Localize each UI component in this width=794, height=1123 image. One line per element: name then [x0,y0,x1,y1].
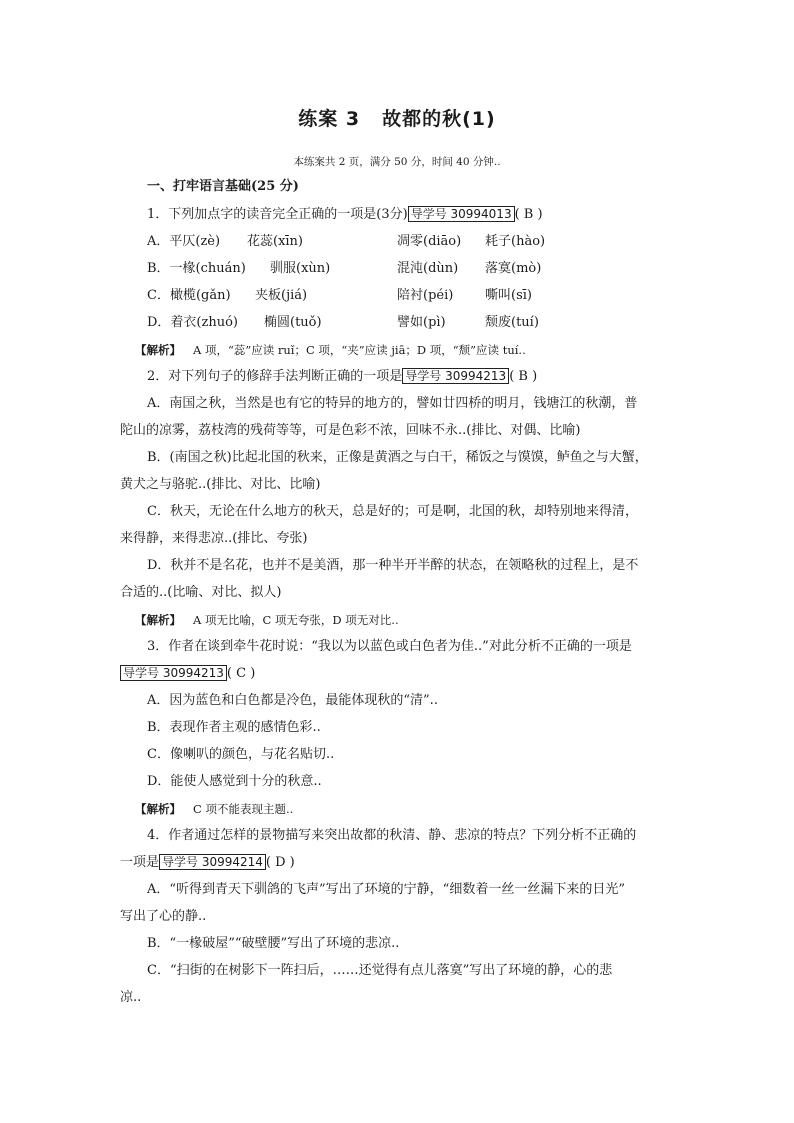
q2-option-a-line1: A．南国之秋，当然是也有它的特异的地方的，譬如廿四桥的明月，钱塘江的秋潮，普 [147,396,638,411]
q1-option-d2: 椭圆(tuǒ) [264,315,322,330]
q2-answer: ( B ) [509,369,538,384]
q1-stem [147,205,543,225]
q1-option-row [147,313,539,333]
title-part1: 练案 3 [298,108,361,130]
q1-guide-code: 导学号 30994013 [408,206,515,222]
q4-answer: ( D ) [265,855,295,870]
q2-option-b-line2: 黄犬之与骆驼..(排比、对比、比喻) [120,477,321,492]
q2-option-d-line1: D．秋并不是名花，也并不是美酒，那一种半开半醉的状态，在领略秋的过程上，是不 [147,558,639,573]
q2-analysis [135,610,399,630]
q3-stem: 3．作者在谈到牵牛花时说：“我以为以蓝色或白色者为佳..”对此分析不正确的一项是 [147,639,632,654]
q1-option-b3: 混沌(dùn) [397,261,459,276]
q2-analysis-label: 【解析】 [135,613,181,627]
q1-option-d3: 譬如(pì) [397,315,446,330]
q3-option-c: C．像喇叭的颜色，与花名贴切.. [147,747,335,762]
q1-answer: ( B ) [514,207,543,222]
q1-option-c1: C．橄榄(gǎn) [147,288,231,303]
q1-option-c3: 陪衬(péi) [397,288,454,303]
q1-option-b4: 落寞(mò) [485,261,542,276]
page-title [0,104,794,131]
q1-option-a3: 凋零(diāo) [397,234,462,249]
q4-option-a-line2: 写出了心的静.. [120,909,207,924]
q1-option-row [147,259,541,279]
q1-analysis-label: 【解析】 [135,343,181,357]
title-part2: 故都的秋(1) [382,108,496,130]
q3-answer: ( C ) [226,666,256,681]
q2-option-c-line1: C．秋天，无论在什么地方的秋天，总是好的；可是啊，北国的秋，却特别地来得清， [147,504,638,519]
q4-option-c-line2: 凉.. [120,990,142,1005]
q1-option-c2: 夹板(jiá) [255,288,308,303]
q2-option-d-line2: 合适的..(比喻、对比、拟人) [120,585,282,600]
section-heading: 一、打牢语言基础(25 分) [147,179,299,194]
q1-option-a4: 耗子(hào) [485,234,546,249]
q2-option-c-line2: 来得静，来得悲凉..(排比、夸张) [120,531,308,546]
q3-option-a: A．因为蓝色和白色都是冷色，最能体现秋的“清”.. [147,693,438,708]
q2-stem-text: 2．对下列句子的修辞手法判断正确的一项是 [147,369,403,384]
q1-analysis [135,340,526,360]
q1-option-row [147,232,545,252]
q1-option-b2: 驯服(xùn) [270,261,331,276]
q3-guide-code: 导学号 30994213 [120,665,227,681]
q3-analysis-text: C 项不能表现主题.. [193,802,294,816]
q1-option-a1: A．平仄(zè) [147,234,221,249]
q3-option-b: B．表现作者主观的感情色彩.. [147,720,321,735]
q4-option-c-line1: C．“扫街的在树影下一阵扫后，……还觉得有点儿落寞”写出了环境的静，心的悲 [147,963,613,978]
q1-option-d1: D．着衣(zhuó) [147,315,238,330]
q1-option-b1: B．一椽(chuán) [147,261,246,276]
q1-option-d4: 颓废(tuí) [485,315,539,330]
q1-option-c4: 嘶叫(sī) [485,288,532,303]
q4-stem-line2 [120,853,295,873]
q3-option-d: D．能使人感觉到十分的秋意.. [147,774,322,789]
q2-guide-code: 导学号 30994213 [402,368,509,384]
q4-option-b: B．“一椽破屋”“破壁腰”写出了环境的悲凉.. [147,936,400,951]
q4-guide-code: 导学号 30994214 [159,854,266,870]
q2-analysis-text: A 项无比喻，C 项无夸张，D 项无对比.. [193,613,399,627]
q3-stem-continued [120,664,255,684]
q3-analysis-label: 【解析】 [135,802,181,816]
q2-option-a-line2: 陀山的凉雾，荔枝湾的残荷等等，可是色彩不浓，回味不永..(排比、对偶、比喻) [120,423,581,438]
q2-option-b-line1: B．(南国之秋)比起北国的秋来，正像是黄酒之与白干，稀饭之与馍馍，鲈鱼之与大蟹， [147,450,648,465]
q4-stem-text: 一项是 [120,855,160,870]
q1-option-row [147,286,532,306]
exercise-info: 本练案共 2 页，满分 50 分，时间 40 分钟.. [293,156,501,168]
q4-option-a-line1: A．“听得到青天下驯鸽的飞声”写出了环境的宁静，“细数着一丝一丝漏下来的日光” [147,882,625,897]
q1-analysis-text: A 项，“蕊”应读 ruǐ；C 项，“夹”应读 jiā；D 项，“颓”应读 tuí.. [193,343,526,357]
q4-stem-line1: 4．作者通过怎样的景物描写来突出故都的秋清、静、悲凉的特点？下列分析不正确的 [147,828,637,843]
q1-stem-text: 1．下列加点字的读音完全正确的一项是(3分) [147,207,408,222]
q1-option-a2: 花蕊(xīn) [247,234,304,249]
q2-stem [147,367,537,387]
q3-analysis [135,799,293,819]
